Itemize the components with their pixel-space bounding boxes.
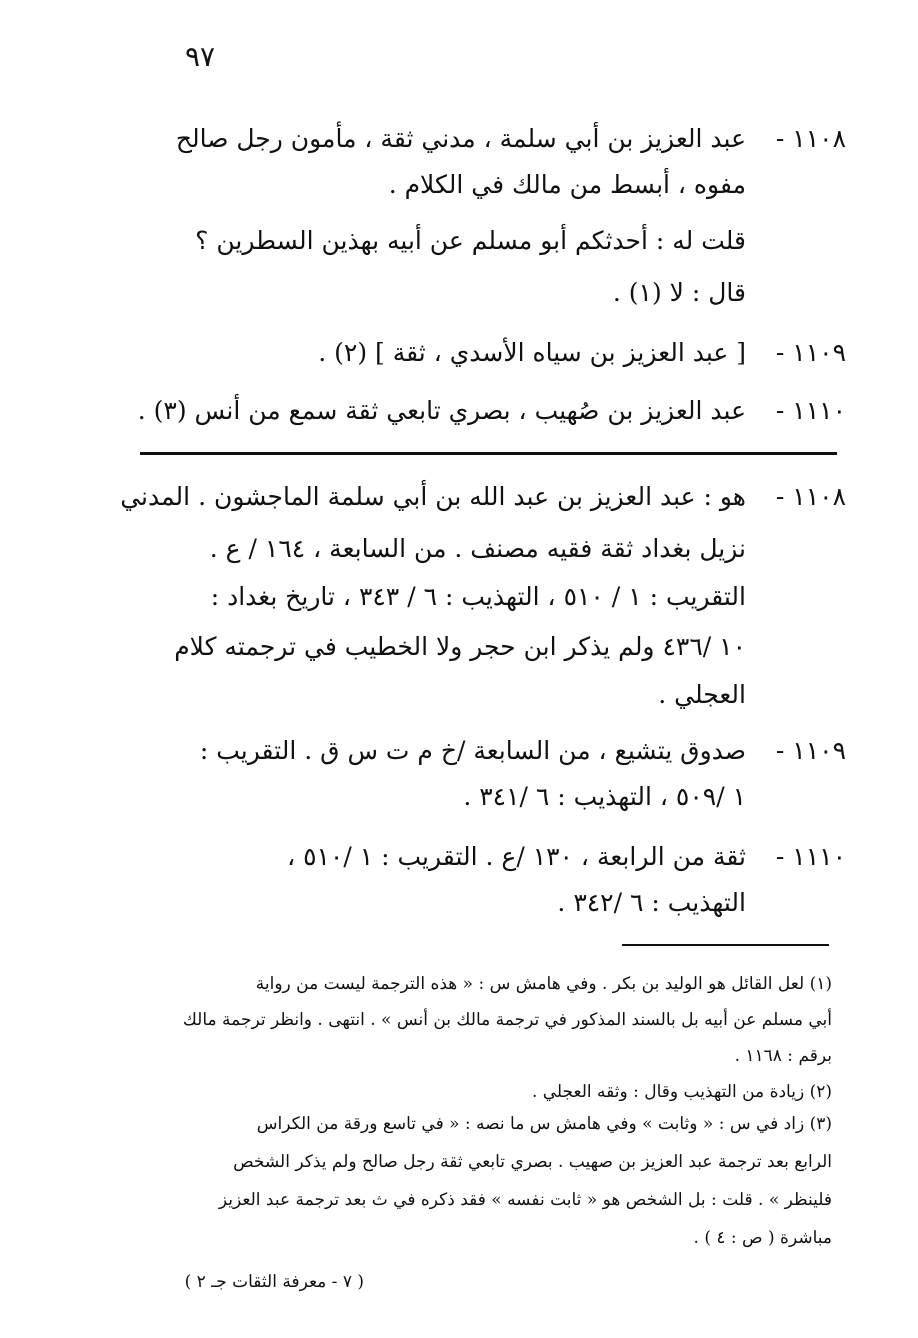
footnote-line: (١) لعل القائل هو الوليد بن بكر . وفي هامش س : « هذه الترجمة ليست من رواية: [255, 974, 832, 994]
note-line: ١٠ /٤٣٦ ولم يذكر ابن حجر ولا الخطيب في ترجمته كلام: [174, 632, 746, 661]
entry-number: ١١٠٩ -: [775, 338, 846, 367]
entry-line: قال : لا (١) .: [612, 278, 746, 307]
entry-number: ١١١٠ -: [775, 396, 846, 425]
note-line: صدوق يتشيع ، من السابعة /خ م ت س ق . التقريب :: [199, 736, 746, 765]
note-line: العجلي .: [658, 680, 746, 709]
note-line: ثقة من الرابعة ، ١٣٠ /ع . التقريب : ١ /٥١٠ ،: [287, 842, 746, 871]
running-footer: ( ٧ - معرفة الثقات جـ ٢ ): [184, 1272, 364, 1292]
footnote-line: أبي مسلم عن أبيه بل بالسند المذكور في ترجمة مالك بن أنس » . انتهى . وانظر ترجمة مالك: [182, 1010, 832, 1030]
note-line: التقريب : ١ / ٥١٠ ، التهذيب : ٦ / ٣٤٣ ، تاريخ بغداد :: [210, 582, 746, 611]
entry-number: ١١٠٨ -: [775, 124, 846, 153]
footnote-line: مباشرة ( ص : ٤ ) .: [693, 1228, 832, 1248]
note-number: ١١٠٩ -: [775, 736, 846, 765]
footnote-line: (٢) زيادة من التهذيب وقال : وثقه العجلي .: [531, 1082, 832, 1102]
entry-line: عبد العزيز بن صُهيب ، بصري تابعي ثقة سمع من أنس (٣) .: [137, 396, 746, 425]
entry-line: عبد العزيز بن أبي سلمة ، مدني ثقة ، مأمون رجل صالح: [175, 124, 746, 153]
footnote-line: الرابع بعد ترجمة عبد العزيز بن صهيب . بصري تابعي ثقة رجل صالح ولم يذكر الشخص: [233, 1152, 832, 1172]
note-number: ١١١٠ -: [775, 842, 846, 871]
note-number: ١١٠٨ -: [775, 482, 846, 511]
note-line: التهذيب : ٦ /٣٤٢ .: [557, 888, 746, 917]
footnote-line: فلينظر » . قلت : بل الشخص هو « ثابت نفسه » فقد ذكره في ث بعد ترجمة عبد العزيز: [218, 1190, 832, 1210]
entry-line: مفوه ، أبسط من مالك في الكلام .: [388, 170, 746, 199]
footnote-line: برقم : ١١٦٨ .: [734, 1046, 832, 1066]
page-number: ٩٧: [184, 40, 216, 73]
footnote-line: (٣) زاد في س : « وثابت » وفي هامش س ما نصه : « في تاسع ورقة من الكراس: [256, 1114, 832, 1134]
note-line: ١ /٥٠٩ ، التهذيب : ٦ /٣٤١ .: [463, 782, 746, 811]
entry-line: قلت له : أحدثكم أبو مسلم عن أبيه بهذين السطرين ؟: [195, 226, 746, 255]
note-line: نزيل بغداد ثقة فقيه مصنف . من السابعة ، ١٦٤ / ع .: [209, 534, 746, 563]
footnote-rule: [622, 944, 829, 946]
note-line: هو : عبد العزيز بن عبد الله بن أبي سلمة الماجشون . المدني: [120, 482, 746, 511]
separator-rule: [140, 452, 837, 455]
entry-line: [ عبد العزيز بن سياه الأسدي ، ثقة ] (٢) .: [318, 338, 746, 367]
